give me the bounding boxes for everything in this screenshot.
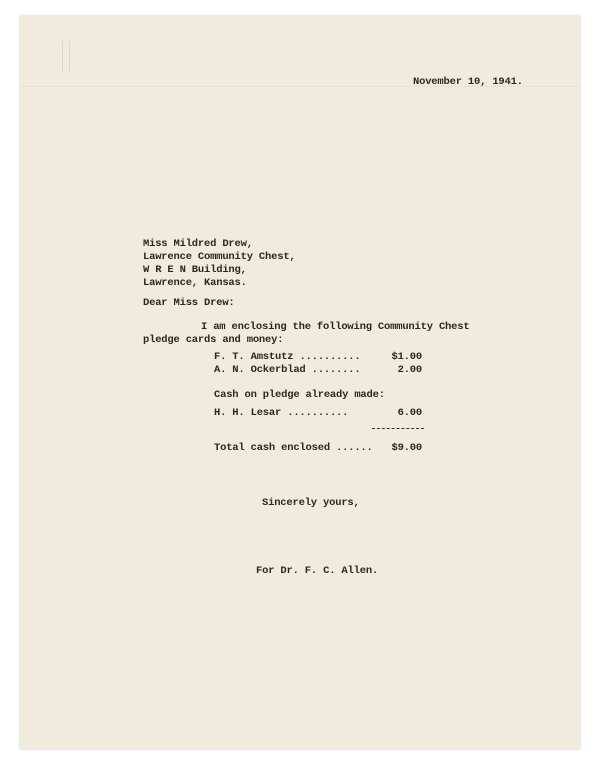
paper-clip-mark <box>62 40 70 74</box>
pledge-row <box>214 364 422 376</box>
pledge-name: H. H. Lesar .......... <box>214 407 349 419</box>
address-line-name: Miss Mildred Drew, <box>143 238 253 250</box>
letter-date: November 10, 1941. <box>413 76 523 88</box>
signature-line: For Dr. F. C. Allen. <box>256 565 379 577</box>
pledge-name: F. T. Amstutz .......... <box>214 351 361 363</box>
address-line-city: Lawrence, Kansas. <box>143 277 247 289</box>
total-label: Total cash enclosed ...... <box>214 442 373 454</box>
pledge-row <box>214 351 422 363</box>
pledge-amount: 6.00 <box>397 407 422 419</box>
pledge-amount: $1.00 <box>391 351 422 363</box>
address-line-org: Lawrence Community Chest, <box>143 251 296 263</box>
cash-pledge-label: Cash on pledge already made: <box>214 389 385 401</box>
pledge-amount: 2.00 <box>397 364 422 376</box>
total-amount: $9.00 <box>391 442 422 454</box>
cash-pledge-row <box>214 407 422 419</box>
letter-page <box>20 16 580 749</box>
closing: Sincerely yours, <box>262 497 360 509</box>
pledge-name: A. N. Ockerblad ........ <box>214 364 361 376</box>
salutation: Dear Miss Drew: <box>143 297 235 309</box>
total-row <box>214 442 422 454</box>
address-line-building: W R E N Building, <box>143 264 247 276</box>
total-rule <box>372 428 424 429</box>
body-line-2: pledge cards and money: <box>143 334 284 346</box>
body-line-1: I am enclosing the following Community Chest <box>201 321 470 333</box>
